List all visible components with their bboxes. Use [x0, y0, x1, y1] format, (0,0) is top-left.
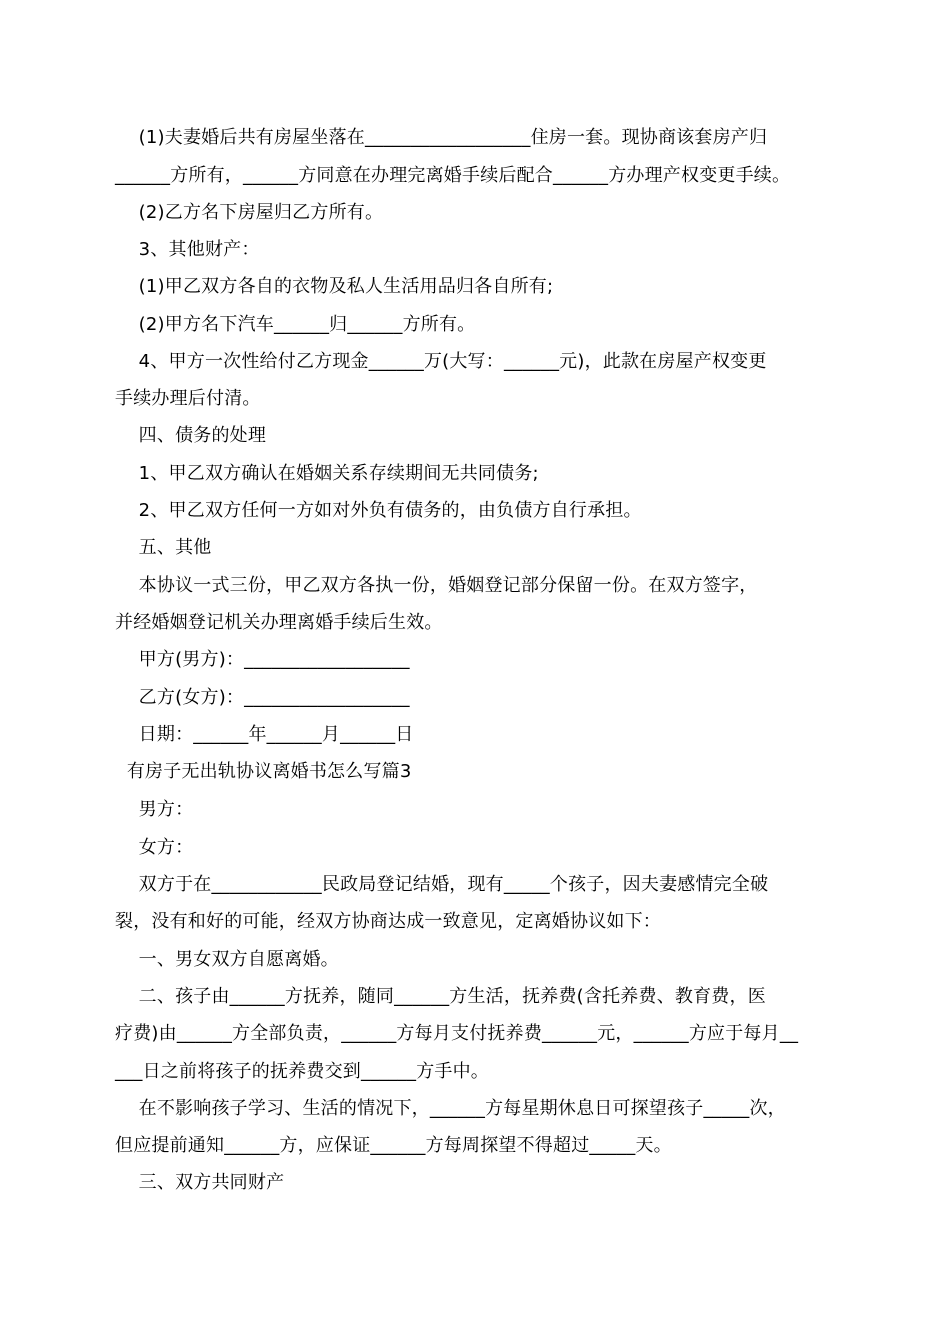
- text-line: 1、甲乙双方确认在婚姻关系存续期间无共同债务;: [115, 463, 539, 484]
- text-line: 双方于在____________民政局登记结婚，现有_____个孩子，因夫妻感情完全破: [115, 874, 769, 895]
- text-line: (1)夫妻婚后共有房屋坐落在__________________住房一套。现协商该套房产归: [115, 127, 768, 148]
- signature-line-party-a: 甲方(男方)：__________________: [115, 649, 410, 670]
- text-line: 但应提前通知______方，应保证______方每周探望不得超过_____天。: [115, 1135, 672, 1156]
- text-line: 在不影响孩子学习、生活的情况下，______方每星期休息日可探望孩子_____次，: [115, 1098, 786, 1119]
- text-line: 本协议一式三份，甲乙双方各执一份，婚姻登记部分保留一份。在双方签字，: [115, 575, 758, 596]
- text-line: 2、甲乙双方任何一方如对外负有债务的，由负债方自行承担。: [115, 500, 642, 521]
- text-line: 疗费)由______方全部负责，______方每月支付抚养费______元，______方应于每月__: [115, 1023, 799, 1044]
- section-heading: 三、双方共同财产: [115, 1172, 285, 1193]
- date-line: 日期：______年______月______日: [115, 724, 414, 745]
- text-line: 裂，没有和好的可能，经双方协商达成一致意见，定离婚协议如下：: [115, 911, 661, 932]
- article-title: 有房子无出轨协议离婚书怎么写篇3: [115, 761, 412, 782]
- text-line: 并经婚姻登记机关办理离婚手续后生效。: [115, 612, 443, 633]
- text-line: (2)乙方名下房屋归乙方所有。: [115, 202, 384, 223]
- text-line: 一、男女双方自愿离婚。: [115, 949, 339, 970]
- text-line: ___日之前将孩子的抚养费交到______方手中。: [115, 1061, 489, 1082]
- text-line: (1)甲乙双方各自的衣物及私人生活用品归各自所有;: [115, 276, 554, 297]
- text-line: 男方：: [115, 799, 194, 820]
- text-line: 3、其他财产：: [115, 239, 260, 260]
- text-line: 4、甲方一次性给付乙方现金______万(大写：______元)，此款在房屋产权变更: [115, 351, 767, 372]
- text-line: 手续办理后付清。: [115, 388, 261, 409]
- section-heading: 五、其他: [115, 537, 212, 558]
- text-line: ______方所有，______方同意在办理完离婚手续后配合______方办理产权变更手续。: [115, 165, 791, 186]
- text-line: (2)甲方名下汽车______归______方所有。: [115, 314, 476, 335]
- section-heading: 四、债务的处理: [115, 425, 267, 446]
- text-line: 二、孩子由______方抚养，随同______方生活，抚养费(含托养费、教育费，医: [115, 986, 766, 1007]
- text-line: 女方：: [115, 837, 194, 858]
- signature-line-party-b: 乙方(女方)：__________________: [115, 687, 410, 708]
